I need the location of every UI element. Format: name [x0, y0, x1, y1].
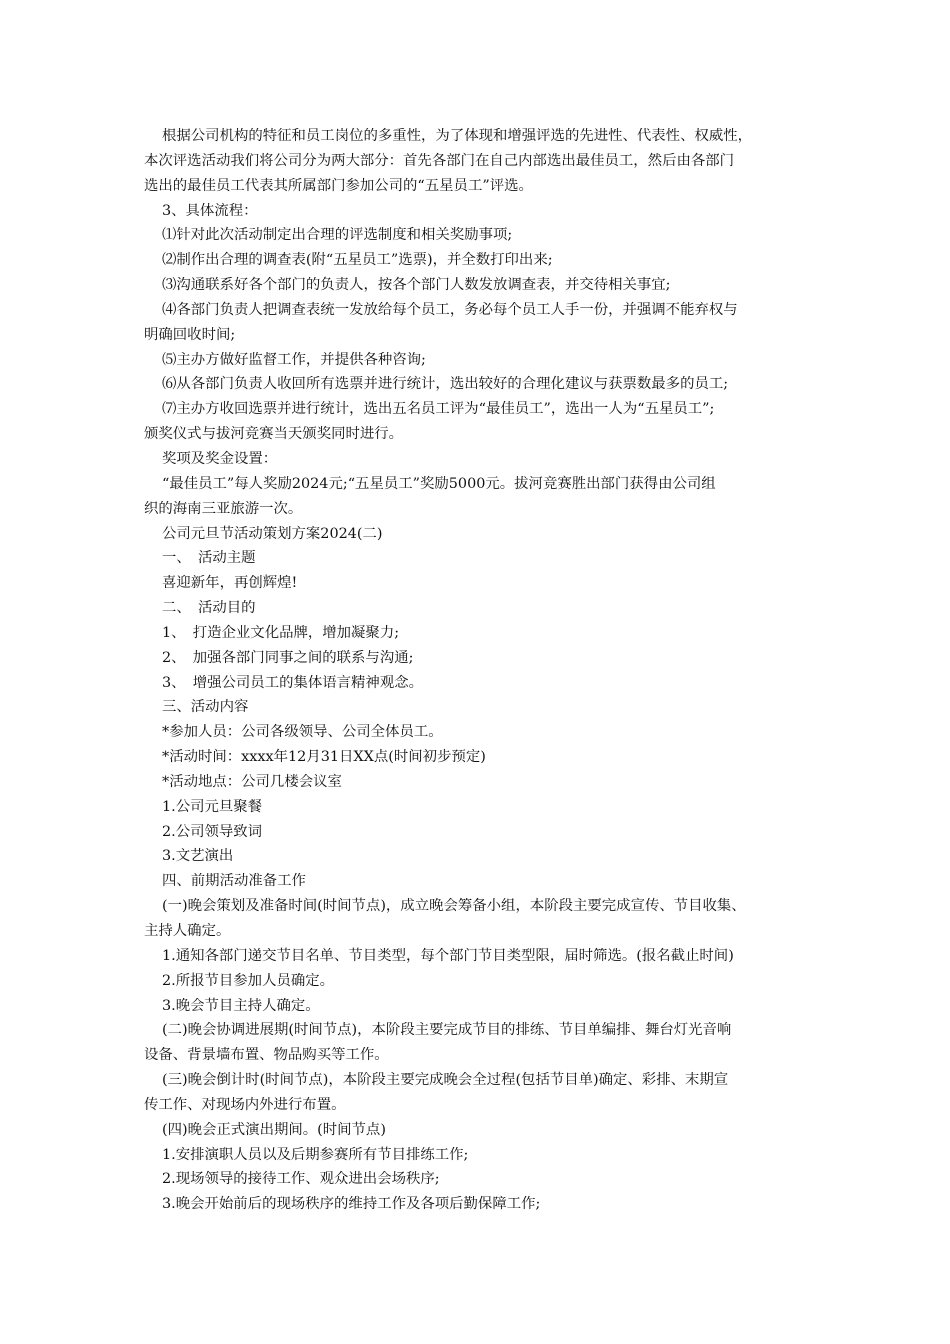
text-line: ⑵制作出合理的调查表(附“五星员工”选票)，并全数打印出来;	[162, 252, 553, 269]
text-line: ⑷各部门负责人把调查表统一发放给每个员工，务必每个员工人手一份，并强调不能弃权与	[162, 301, 738, 318]
text-line: *参加人员：公司各级领导、公司全体员工。	[162, 724, 443, 741]
text-line: 3.文艺演出	[162, 848, 234, 865]
text-line: 选出的最佳员工代表其所属部门参加公司的“五星员工”评选。	[144, 177, 533, 194]
text-line: 2.所报节目参加人员确定。	[162, 972, 335, 989]
text-line: 3、具体流程：	[162, 202, 258, 219]
document-body	[144, 124, 812, 1217]
text-line: 传工作、对现场内外进行布置。	[144, 1096, 346, 1113]
text-line: 明确回收时间;	[144, 326, 236, 343]
text-line: “最佳员工”每人奖励2024元;“五星员工”奖励5000元。拔河竞赛胜出部门获得由公司组	[162, 475, 716, 492]
text-line: 1.安排演职人员以及后期参赛所有节目排练工作;	[162, 1146, 469, 1163]
text-line: 1.通知各部门递交节目名单、节目类型，每个部门节目类型限，届时筛选。(报名截止时间)	[162, 947, 734, 964]
text-line: ⑴针对此次活动制定出合理的评选制度和相关奖励事项;	[162, 227, 513, 244]
text-line: 1.公司元旦聚餐	[162, 798, 263, 815]
text-line: 喜迎新年，再创辉煌!	[162, 575, 298, 592]
text-line: (二)晚会协调进展期(时间节点)，本阶段主要完成节目的排练、节目单编排、舞台灯光音响	[162, 1022, 732, 1039]
text-line: 二、 活动目的	[162, 600, 256, 617]
text-line: 三、活动内容	[162, 699, 249, 716]
text-line: 织的海南三亚旅游一次。	[144, 500, 303, 517]
text-line: 主持人确定。	[144, 923, 231, 939]
text-line: *活动时间：xxxx年12月31日XX点(时间初步预定)	[162, 749, 486, 766]
text-line: 3.晚会开始前后的现场秩序的维持工作及各项后勤保障工作;	[162, 1196, 541, 1213]
text-line: *活动地点：公司几楼会议室	[162, 773, 342, 790]
text-line: 本次评选活动我们将公司分为两大部分：首先各部门在自己内部选出最佳员工，然后由各部门	[144, 152, 735, 169]
text-line: 设备、背景墙布置、物品购买等工作。	[144, 1047, 389, 1064]
text-line: (一)晚会策划及准备时间(时间节点)，成立晚会筹备小组，本阶段主要完成宣传、节目收集、	[162, 898, 746, 915]
text-line: (三)晚会倒计时(时间节点)，本阶段主要完成晚会全过程(包括节目单)确定、彩排、末期宣	[162, 1072, 729, 1089]
text-line: 2、 加强各部门同事之间的联系与沟通;	[162, 649, 414, 666]
text-line: (四)晚会正式演出期间。(时间节点)	[162, 1121, 386, 1138]
text-line: 奖项及奖金设置：	[162, 450, 278, 467]
text-line: ⑸主办方做好监督工作，并提供各种咨询;	[162, 351, 426, 368]
text-line: 四、前期活动准备工作	[162, 873, 306, 890]
text-line: 公司元旦节活动策划方案2024(二)	[162, 525, 383, 542]
text-line: ⑹从各部门负责人收回所有选票并进行统计，选出较好的合理化建议与获票数最多的员工;	[162, 376, 729, 393]
text-line: 颁奖仪式与拔河竞赛当天颁奖同时进行。	[144, 426, 404, 443]
text-line: 2.现场领导的接待工作、观众进出会场秩序;	[162, 1171, 440, 1188]
text-line: ⑶沟通联系好各个部门的负责人，按各个部门人数发放调查表，并交待相关事宜;	[162, 277, 671, 294]
text-line: 一、 活动主题	[162, 550, 256, 567]
text-line: 1、 打造企业文化品牌，增加凝聚力;	[162, 624, 400, 641]
text-line: 3.晚会节目主持人确定。	[162, 997, 320, 1014]
text-line: 2.公司领导致词	[162, 823, 263, 840]
text-line: 3、 增强公司员工的集体语言精神观念。	[162, 674, 423, 691]
text-line: 根据公司机构的特征和员工岗位的多重性，为了体现和增强评选的先进性、代表性、权威性，	[162, 128, 753, 144]
text-line: ⑺主办方收回选票并进行统计，选出五名员工评为“最佳员工”，选出一人为“五星员工”;	[162, 401, 715, 418]
